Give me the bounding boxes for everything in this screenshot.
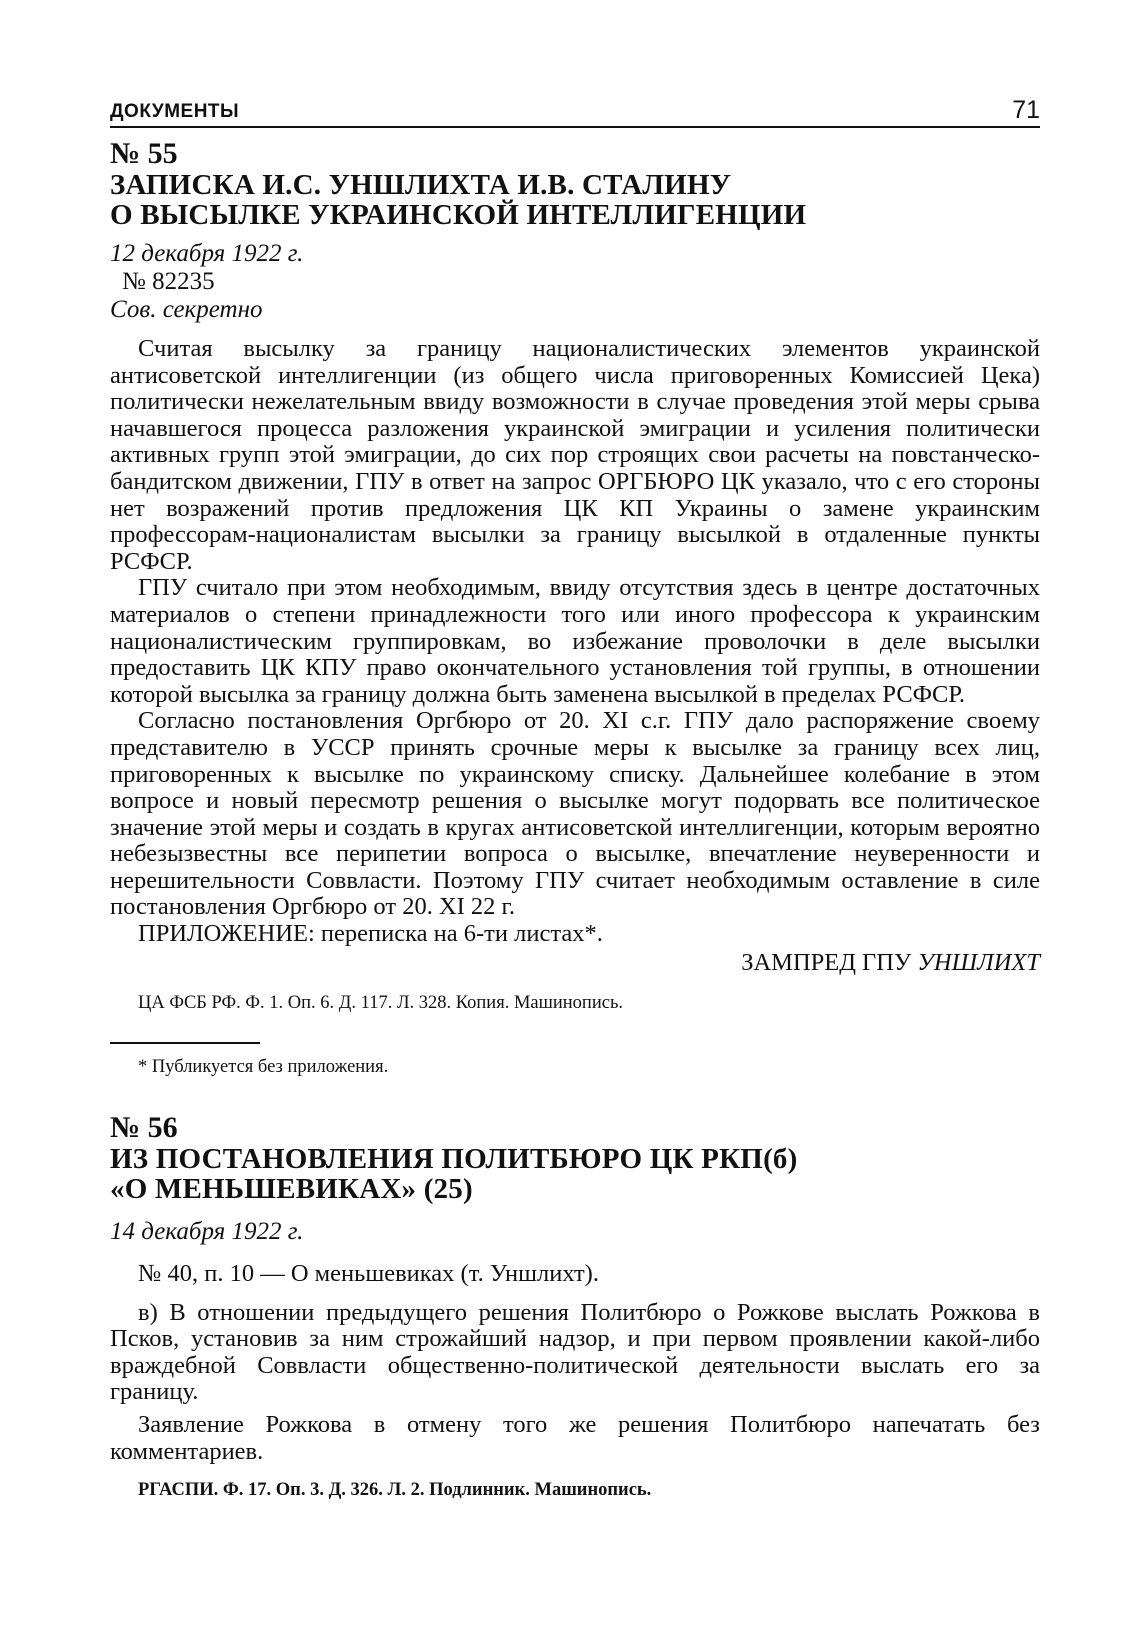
page-number: 71 xyxy=(1012,96,1040,124)
doc56-title-line1: ИЗ ПОСТАНОВЛЕНИЯ ПОЛИТБЮРО ЦК РКП(б) xyxy=(110,1142,798,1175)
footnote-divider xyxy=(110,1042,260,1044)
doc55-appendix: ПРИЛОЖЕНИЕ: переписка на 6-ти листах*. xyxy=(138,920,603,948)
doc55-paragraph-1: Считая высылку за границу националистических элементов украинской антисоветской интеллигенции (из общего числа приговоренных Комиссией Цека) политически нежелательным ввиду возможности в случае проведения этой меры срыва начавшегося процесса разложения украинской эмиграции и усиления политически активных групп этой эмиграции, до сих пор строящих свои расчеты на повстанческо-бандитском движении, ГПУ в ответ на запрос ОРГБЮРО ЦК указало, что с его стороны нет возражений против предложения ЦК КП Украины о замене украинским профессорам-националистам высылки за границу высылкой в отдаленные пункты РСФСР. xyxy=(110,335,1040,575)
running-head-title: ДОКУМЕНТЫ xyxy=(110,101,240,122)
doc55-signature xyxy=(110,948,1040,978)
document-page xyxy=(110,90,1040,1501)
doc55-footnote: * Публикуется без приложения. xyxy=(138,1056,389,1077)
signature-position: ЗАМПРЕД ГПУ xyxy=(741,948,912,976)
doc56-paragraph-2: Заявление Рожкова в отмену того же решения Политбюро напечатать без комментариев. xyxy=(110,1411,1040,1465)
doc55-title-line1: ЗАПИСКА И.С. УНШЛИХТА И.В. СТАЛИНУ xyxy=(110,169,732,201)
doc56-title-line2: «О МЕНЬШЕВИКАХ» (25) xyxy=(110,1172,473,1205)
doc55-paragraph-3: Согласно постановления Оргбюро от 20. XI с.г. ГПУ дало распоряжение своему представителю в УССР принять срочные меры к высылке за границу всех лиц, приговоренных к высылке по украинскому списку. Дальнейшее колебание в этом вопросе и новый пересмотр решения о высылке могут подорвать все политическое значение этой меры и создать в кругах антисоветской интеллигенции, которым вероятно небезызвестны все перипетии вопроса о высылке, впечатление неуверенности и нерешительности Соввласти. Поэтому ГПУ считает необходимым оставление в силе постановления Оргбюро от 20. XI 22 г. xyxy=(110,707,1040,921)
doc55-paragraph-2: ГПУ считало при этом необходимым, ввиду отсутствия здесь в центре достаточных материалов о степени принадлежности того или иного профессора к украинским националистическим группировкам, во избежание проволочки в деле высылки предоставить ЦК КПУ право окончательного установления той группы, в отношении которой высылка за границу должна быть заменена высылкой в пределах РСФСР. xyxy=(110,574,1040,708)
document-55 xyxy=(110,138,1040,1078)
document-56 xyxy=(110,1112,1040,1502)
doc55-archive-reference: ЦА ФСБ РФ. Ф. 1. Оп. 6. Д. 117. Л. 328. Копия. Машинопись. xyxy=(138,992,624,1013)
doc55-classification: Сов. секретно xyxy=(110,296,263,323)
doc55-title-line2: О ВЫСЫЛКЕ УКРАИНСКОЙ ИНТЕЛЛИГЕНЦИИ xyxy=(110,199,807,231)
doc56-date: 14 декабря 1922 г. xyxy=(110,1217,304,1245)
doc56-body xyxy=(110,1300,1040,1406)
doc56-number: № 56 xyxy=(110,1110,178,1144)
doc56-paragraph-1: в) В отношении предыдущего решения Политбюро о Рожкове выслать Рожкова в Псков, установив за ним строжайший надзор, и при первом проявлении какой-либо враждебной Соввласти общественно-политической деятельности выслать его за границу. xyxy=(110,1298,1040,1406)
doc55-date: 12 декабря 1922 г. xyxy=(110,240,304,267)
doc56-body-2 xyxy=(110,1412,1040,1465)
signature-name: УНШЛИХТ xyxy=(917,948,1040,976)
doc56-archive-reference: РГАСПИ. Ф. 17. Оп. 3. Д. 326. Л. 2. Подлинник. Машинопись. xyxy=(138,1480,652,1501)
running-head xyxy=(110,90,1040,128)
doc55-ref-number: № 82235 xyxy=(122,268,215,295)
doc56-item: № 40, п. 10 — О меньшевиках (т. Уншлихт). xyxy=(138,1259,599,1287)
doc55-body xyxy=(110,336,1040,921)
doc55-number: № 55 xyxy=(110,137,178,170)
